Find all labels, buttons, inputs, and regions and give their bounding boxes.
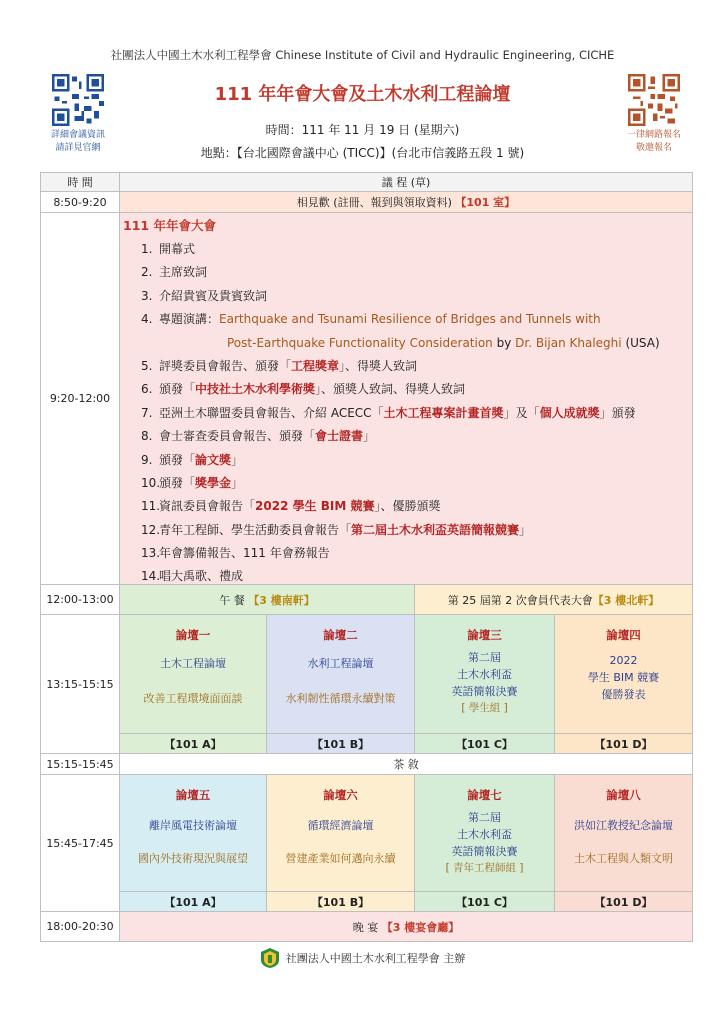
- agenda-item-number: 3.: [141, 288, 153, 303]
- forum-2-cell: [266, 614, 415, 734]
- row-time: 18:00-20:30: [40, 911, 120, 942]
- agenda-item-text: 介紹貴賓及貴賓致詞: [159, 288, 268, 303]
- agenda-item: [123, 402, 688, 425]
- lunch-room: 【3 樓南軒】: [248, 593, 315, 607]
- forum-name: 循環經濟論壇: [307, 819, 374, 832]
- agenda-item-text: 」頒發: [599, 405, 636, 420]
- forum-3-room: 【101 C】: [414, 733, 555, 754]
- agenda-item-text: by: [492, 335, 516, 350]
- event-venue: 地點：【台北國際會議中心 (TICC)】(台北市信義路五段 1 號): [200, 146, 525, 160]
- agenda-heading: 111 年年會大會: [123, 218, 216, 233]
- forum-subtitle: 水利韌性循環永續對策: [285, 692, 396, 705]
- agenda-item: [123, 355, 688, 378]
- agenda-item-text: Post-Earthquake Functionality Consideration: [227, 335, 493, 350]
- forum-name: 土木工程論壇: [160, 657, 226, 670]
- agenda-item-text: 會士審查委員會報告、頒發「: [159, 429, 316, 444]
- row-time: 9:20-12:00: [40, 212, 120, 585]
- event-time: 時間：111 年 11 月 19 日 (星期六): [265, 123, 460, 137]
- forum-group: [ 學生組 ]: [461, 702, 508, 714]
- forum-6-cell: [266, 774, 415, 892]
- agenda-item-text: 工程獎章: [291, 358, 340, 373]
- assembly-cell: [414, 584, 693, 615]
- agenda-item: [123, 285, 688, 308]
- forum-name-2: 土木水利盃: [457, 828, 512, 841]
- row-time: 15:15-15:45: [40, 753, 120, 775]
- forum-subtitle: 英語簡報決賽: [451, 845, 518, 858]
- agenda-item-text: 亞洲土木聯盟委員會報告、介紹 ACECC「: [159, 405, 384, 420]
- agenda-item-number: 5.: [141, 358, 153, 373]
- agenda-item: [123, 449, 688, 472]
- ciche-logo-icon: [260, 947, 280, 969]
- agenda-item-number: 11.: [141, 499, 161, 514]
- agenda-item: [123, 472, 688, 495]
- forum-title: 論壇五: [175, 788, 211, 802]
- agenda-list: [123, 216, 688, 589]
- row-time: 8:50-9:20: [40, 191, 120, 213]
- agenda-item-text: 年會籌備報告、111 年會務報告: [159, 546, 330, 561]
- forum-title: 論壇三: [467, 628, 502, 642]
- agenda-item-text: 土木工程專案計畫首獎: [383, 405, 504, 420]
- banquet-cell: [119, 911, 693, 942]
- agenda-item-text: 頒發「: [159, 382, 196, 397]
- agenda-item: [123, 261, 688, 284]
- agenda-item-number: 13.: [141, 546, 161, 561]
- tea-break-cell: 茶 敘: [119, 753, 693, 775]
- qr-right-caption: 一律網路報名 敬邀報名: [626, 130, 681, 153]
- agenda-item-text: 主席致詞: [159, 265, 208, 280]
- agenda-item-text: 開幕式: [159, 242, 196, 256]
- row-time: 13:15-15:15: [40, 614, 120, 754]
- forum-subtitle: 改善工程環境面面談: [143, 692, 243, 705]
- agenda-item-text: 第二屆土木水利盃英語簡報競賽: [351, 522, 520, 537]
- agenda-item-text: Earthquake and Tsunami Resilience of Bridges and Tunnels with: [219, 312, 601, 327]
- forum-title: 論壇八: [606, 788, 641, 802]
- agenda-item-text: 評獎委員會報告、頒發「: [159, 358, 292, 373]
- forum-8-room: 【101 D】: [554, 891, 693, 912]
- col-program-header: 議 程 (草): [119, 172, 693, 192]
- agenda-item-text: 」: [519, 522, 532, 537]
- col-time-header: 時 間: [40, 172, 120, 192]
- forum-1-cell: [119, 614, 267, 734]
- forum-subtitle: 土木工程與人類文明: [574, 852, 673, 865]
- agenda-item: [123, 238, 688, 261]
- agenda-item-number: 12.: [141, 522, 161, 537]
- agenda-item-text: 唱大禹歌、禮成: [159, 569, 244, 584]
- forum-title: 論壇六: [323, 788, 358, 802]
- forum-7-room: 【101 C】: [414, 891, 555, 912]
- forum-8-cell: [554, 774, 693, 892]
- forum-subtitle: 英語簡報決賽: [451, 685, 518, 698]
- agenda-item: [123, 519, 688, 542]
- forum-3-cell: [414, 614, 555, 734]
- forum-subtitle: 營建產業如何邁向永續: [285, 852, 396, 865]
- banquet-room: 【3 樓宴會廳】: [381, 920, 460, 934]
- agenda-item: [123, 378, 688, 401]
- agenda-item-number: 6.: [141, 382, 153, 397]
- footer: [0, 947, 725, 969]
- agenda-item-text: 」: [363, 429, 376, 444]
- agenda-item-number: 2.: [141, 265, 153, 280]
- registration-text: 相見歡 (註冊、報到與領取資料): [296, 196, 452, 209]
- lunch-label: 午 餐: [219, 593, 245, 607]
- agenda-item-text: 」、優勝頒獎: [374, 499, 441, 514]
- forum-name: 離岸風電技術論壇: [149, 819, 237, 832]
- registration-row: [119, 191, 693, 213]
- agenda-item-number: 7.: [141, 405, 153, 420]
- forum-4-cell: [554, 614, 693, 734]
- agenda-item-text: 」及「: [503, 405, 540, 420]
- agenda-item-text: 」: [231, 475, 244, 490]
- assembly-room: 【3 樓北軒】: [592, 593, 660, 607]
- agenda-item-text: 青年工程師、學生活動委員會報告「: [159, 522, 352, 537]
- forum-title: 論壇七: [467, 788, 502, 802]
- agenda-item: [123, 308, 688, 331]
- forum-title: 論壇四: [606, 628, 641, 642]
- agenda-item-text: 個人成就獎: [539, 405, 600, 420]
- forum-subtitle: 優勝發表: [601, 688, 646, 701]
- forum-name: 2022: [609, 654, 638, 667]
- qr-left-caption: 詳細會議資訊 請詳見官網: [50, 130, 105, 153]
- forum-7-cell: [414, 774, 555, 892]
- agenda-item-text: 」、頒獎人致詞、得獎人致詞: [315, 382, 466, 397]
- banquet-label: 晚 宴: [352, 920, 379, 934]
- forum-name: 第二屆: [468, 651, 501, 664]
- agenda-item-text: 獎學金: [195, 475, 232, 490]
- row-time: 12:00-13:00: [40, 584, 120, 615]
- forum-4-room: 【101 D】: [554, 733, 693, 754]
- agenda-item-number: 9.: [141, 452, 153, 467]
- assembly-label: 第 25 屆第 2 次會員代表大會: [447, 593, 593, 607]
- forum-name: 水利工程論壇: [307, 657, 374, 670]
- agenda-item-number: 14.: [141, 569, 161, 584]
- forum-title: 論壇二: [323, 628, 358, 642]
- agenda-item: [123, 425, 688, 448]
- agenda-item-text: Dr. Bijan Khaleghi: [515, 335, 622, 350]
- forum-name-2: 學生 BIM 競賽: [587, 671, 660, 684]
- agenda-item-number: 10.: [141, 475, 161, 490]
- agenda-item-number: 8.: [141, 429, 153, 444]
- agenda-item: [123, 495, 688, 518]
- agenda-item-text: 資訊委員會報告「: [159, 499, 256, 514]
- forum-name-2: 土木水利盃: [457, 668, 512, 681]
- org-header: 社團法人中國土木水利工程學會 Chinese Institute of Civil and Hydraulic Engineering, CICHE: [110, 48, 615, 62]
- forum-1-room: 【101 A】: [119, 733, 267, 754]
- agenda-item-text: 」、得獎人致詞: [339, 358, 418, 373]
- agenda-item-number: 1.: [141, 242, 153, 256]
- forum-group: [ 青年工程師組 ]: [445, 862, 524, 874]
- agenda-item-number: 4.: [141, 312, 153, 327]
- agenda-item: [123, 332, 688, 355]
- forum-5-room: 【101 A】: [119, 891, 267, 912]
- agenda-item-text: 會士證書: [315, 429, 364, 444]
- lunch-cell: [119, 584, 415, 615]
- forum-name: 洪如江教授紀念論壇: [574, 819, 673, 832]
- agenda-item-text: 頒發「: [159, 452, 196, 467]
- row-time: 15:45-17:45: [40, 774, 120, 912]
- agenda-item-text: 」: [231, 452, 244, 467]
- forum-5-cell: [119, 774, 267, 892]
- forum-6-room: 【101 B】: [266, 891, 415, 912]
- agenda-item-text: 頒發「: [159, 475, 196, 490]
- agenda-item-text: 專題演講：: [159, 312, 220, 327]
- forum-name: 第二屆: [468, 811, 501, 824]
- forum-2-room: 【101 B】: [266, 733, 415, 754]
- registration-room: 【101 室】: [455, 196, 516, 209]
- forum-subtitle: 國內外技術現況與展望: [138, 852, 248, 865]
- agenda-item-text: 2022 學生 BIM 競賽: [255, 499, 375, 514]
- forum-title: 論壇一: [175, 628, 211, 642]
- agenda-item: [123, 542, 688, 565]
- agenda-item-text: (USA): [621, 335, 660, 350]
- footer-text: 社團法人中國土木水利工程學會 主辦: [285, 952, 466, 965]
- page-title: 111 年年會大會及土木水利工程論壇: [214, 84, 511, 105]
- agenda-item-text: 論文獎: [195, 452, 232, 467]
- agenda-item-text: 中技社土木水利學術獎: [195, 382, 316, 397]
